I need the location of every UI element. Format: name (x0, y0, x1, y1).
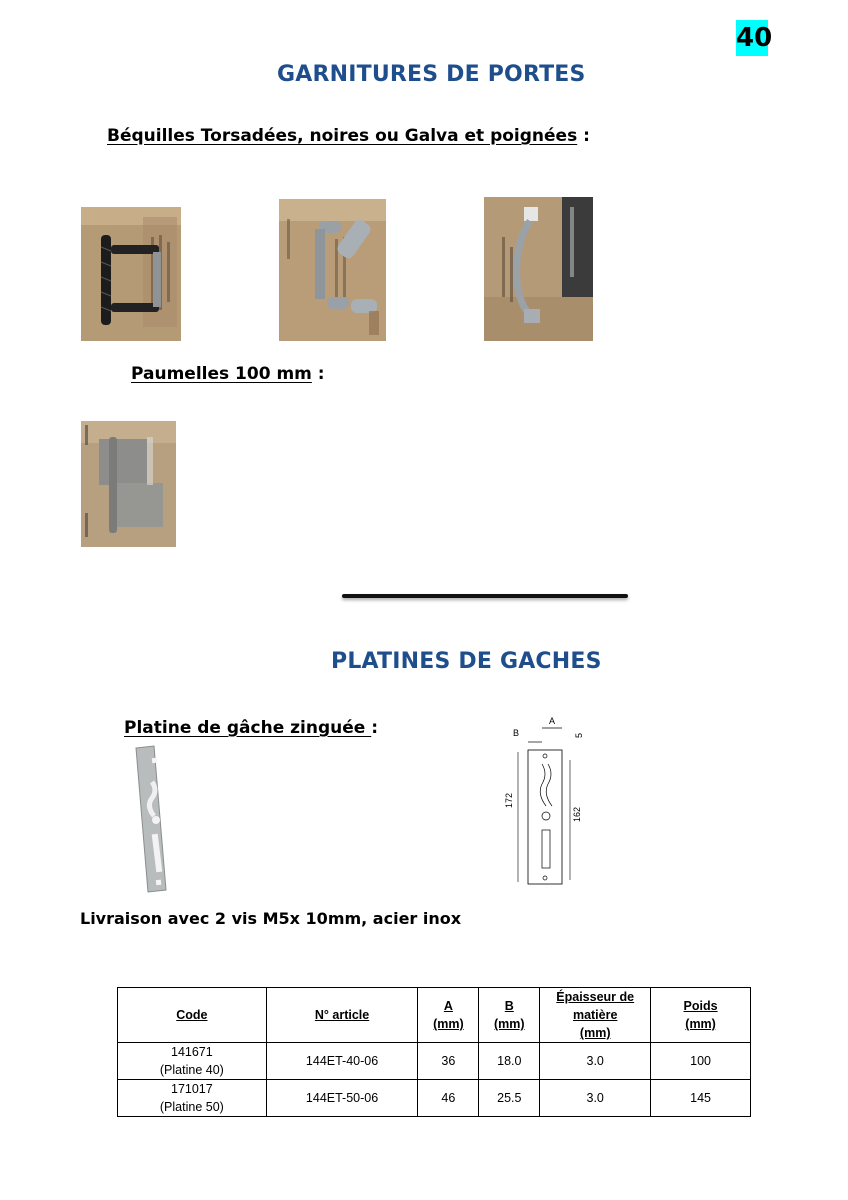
table-row (118, 1080, 751, 1117)
photo-pull-handle (484, 197, 593, 341)
cell-weight: 145 (651, 1080, 751, 1117)
cell-a: 36 (418, 1043, 479, 1080)
pull-handle-image (484, 197, 593, 341)
strike-plate-image (130, 742, 170, 896)
header-article: N° article (266, 988, 418, 1043)
galva-twisted-handles-image (279, 199, 386, 341)
spec-table (117, 987, 751, 1117)
photo-strike-plate (130, 742, 170, 896)
label-a: A (549, 716, 556, 726)
table-row (118, 1043, 751, 1080)
cell-thickness: 3.0 (540, 1043, 651, 1080)
cell-code: 171017 (Platine 50) (118, 1080, 267, 1117)
section-title-garnitures: GARNITURES DE PORTES (277, 62, 586, 87)
header-weight: Poids (mm) (651, 988, 751, 1043)
cell-b: 18.0 (479, 1043, 540, 1080)
label-172: 172 (504, 792, 514, 808)
header-b: B (mm) (479, 988, 540, 1043)
label-5: 5 (574, 732, 584, 738)
strike-plate-drawing (498, 712, 598, 892)
subtitle-bequilles (107, 126, 590, 146)
hinge-image (81, 421, 176, 547)
header-a: A (mm) (418, 988, 479, 1043)
plate-outline (528, 750, 562, 884)
cell-weight: 100 (651, 1043, 751, 1080)
cell-article: 144ET-50-06 (266, 1080, 418, 1117)
header-code: Code (118, 988, 267, 1043)
photo-galva-twisted-handles (279, 199, 386, 341)
subtitle-bequilles-label: Béquilles Torsadées, noires ou Galva et poignées (107, 126, 578, 146)
cell-b: 25.5 (479, 1080, 540, 1117)
table-header-row (118, 988, 751, 1043)
section-divider (342, 594, 628, 598)
subtitle-paumelles-suffix: : (311, 364, 325, 384)
cell-article: 144ET-40-06 (266, 1043, 418, 1080)
photo-black-twisted-handles (81, 207, 181, 341)
photo-hinge (81, 421, 176, 547)
label-162: 162 (572, 806, 582, 822)
subtitle-platine-label: Platine de gâche zinguée (124, 718, 372, 738)
page-number: 40 (736, 20, 768, 56)
label-b: B (513, 728, 520, 738)
subtitle-platine (124, 718, 378, 738)
section-title-platines: PLATINES DE GACHES (331, 649, 602, 674)
strike-plate-drawing-svg (498, 712, 598, 892)
subtitle-paumelles (131, 364, 325, 384)
black-twisted-handles-image (81, 207, 181, 341)
header-thickness: Épaisseur de matière (mm) (540, 988, 651, 1043)
subtitle-platine-suffix: : (371, 718, 379, 738)
cell-a: 46 (418, 1080, 479, 1117)
cell-code: 141671 (Platine 40) (118, 1043, 267, 1080)
delivery-note: Livraison avec 2 vis M5x 10mm, acier inox (80, 909, 462, 928)
cell-thickness: 3.0 (540, 1080, 651, 1117)
subtitle-bequilles-suffix: : (577, 126, 590, 146)
subtitle-paumelles-label: Paumelles 100 mm (131, 364, 312, 384)
